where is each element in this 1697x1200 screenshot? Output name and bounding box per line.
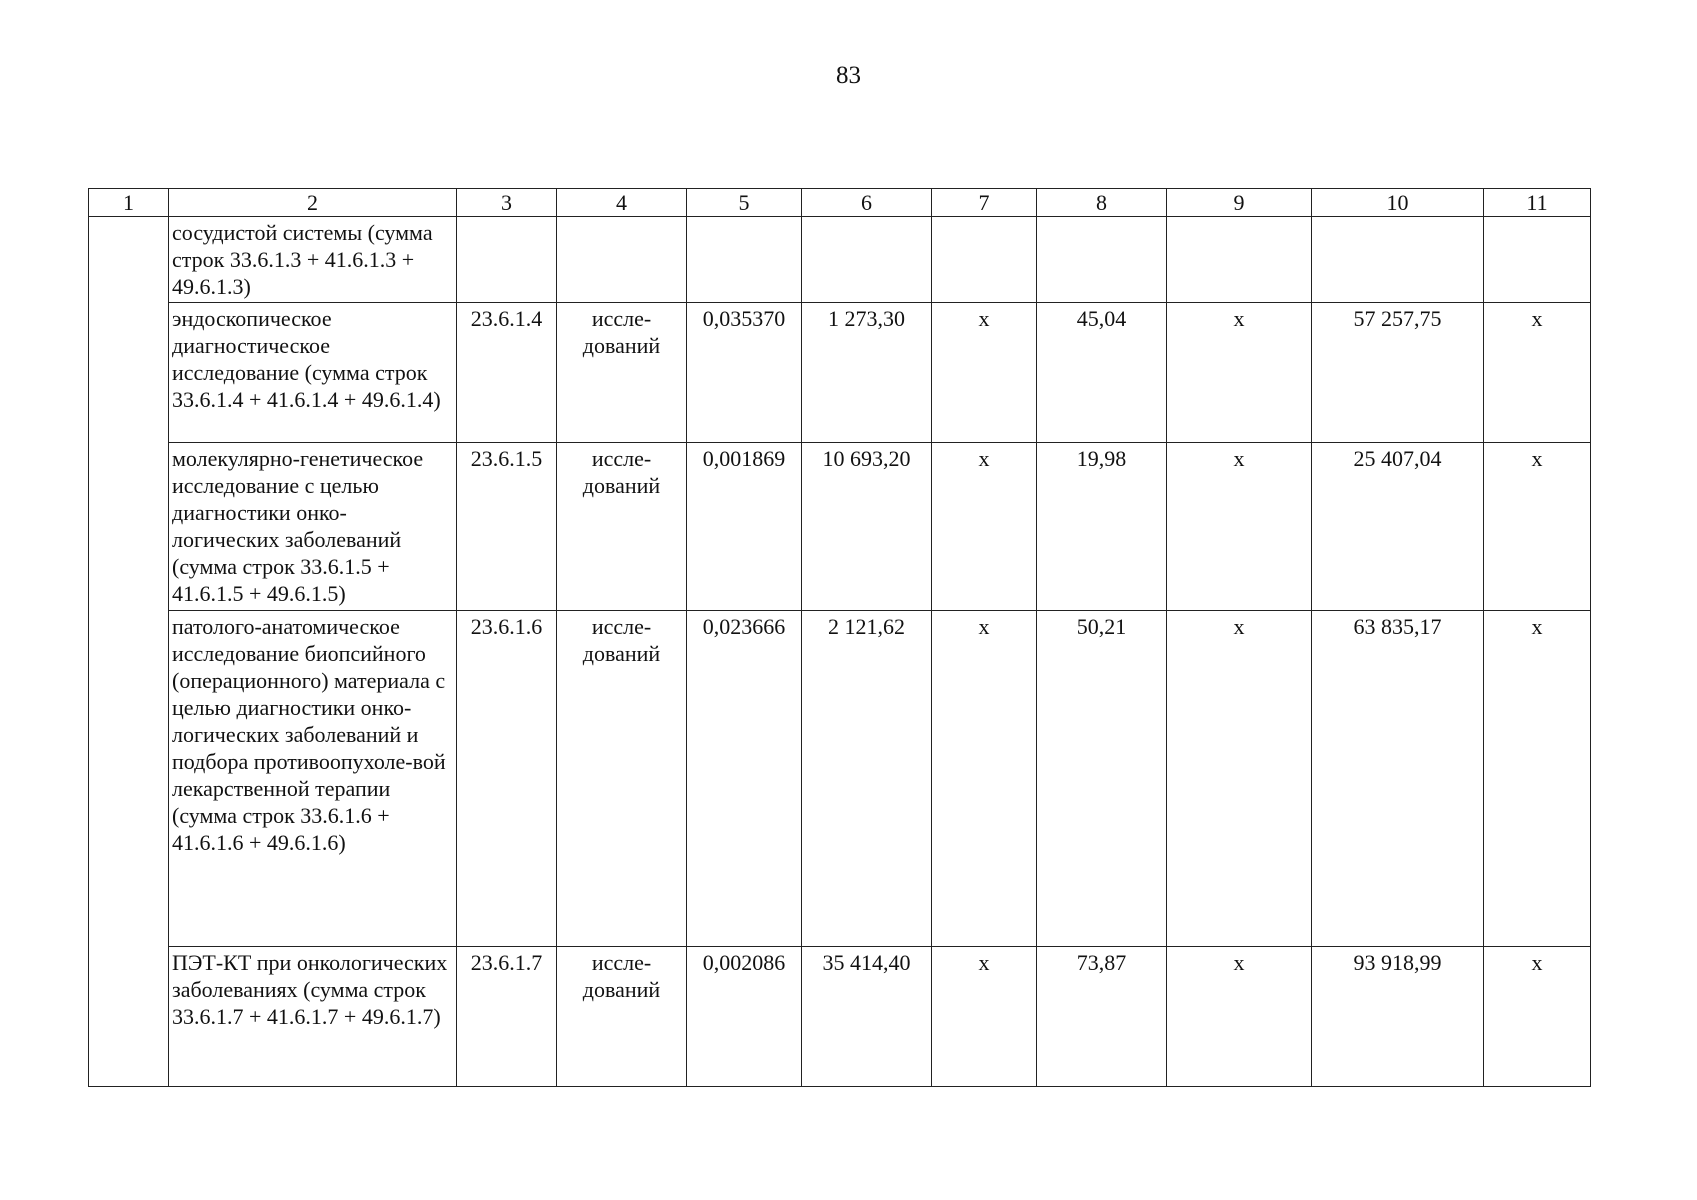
- row-description: молекулярно-генетическое исследование с целью диагностики онко-логических заболеваний (сумма строк 33.6.1.5 + 41.6.1.5 + 49.6.1.5): [169, 443, 457, 611]
- cell-col7: х: [932, 947, 1037, 1087]
- cell-col8: 73,87: [1037, 947, 1167, 1087]
- table-row: [89, 947, 1591, 1087]
- cell-col8: 45,04: [1037, 303, 1167, 443]
- data-table: [88, 188, 1591, 1087]
- cell-col11: х: [1484, 611, 1591, 947]
- cell-col11: х: [1484, 443, 1591, 611]
- cell-col9: х: [1167, 947, 1312, 1087]
- cell-col6: 35 414,40: [802, 947, 932, 1087]
- header-cell: 6: [802, 189, 932, 217]
- cell-col7: х: [932, 303, 1037, 443]
- cell-col6: 1 273,30: [802, 303, 932, 443]
- header-cell: 8: [1037, 189, 1167, 217]
- row-code: 23.6.1.6: [457, 611, 557, 947]
- cell-col9: х: [1167, 611, 1312, 947]
- header-cell: 5: [687, 189, 802, 217]
- cell-col5: 0,001869: [687, 443, 802, 611]
- empty-cell: [1312, 217, 1484, 303]
- row-unit: иссле-дований: [557, 443, 687, 611]
- cell-col5: 0,023666: [687, 611, 802, 947]
- empty-cell: [687, 217, 802, 303]
- table-row-continuation: [89, 217, 1591, 303]
- table-row: [89, 303, 1591, 443]
- row-description: эндоскопическое диагностическое исследование (сумма строк 33.6.1.4 + 41.6.1.4 + 49.6.1.4): [169, 303, 457, 443]
- table-row: [89, 443, 1591, 611]
- cell-col10: 93 918,99: [1312, 947, 1484, 1087]
- header-cell: 11: [1484, 189, 1591, 217]
- cell-col5: 0,035370: [687, 303, 802, 443]
- header-cell: 3: [457, 189, 557, 217]
- row-unit: иссле-дований: [557, 303, 687, 443]
- empty-cell: [557, 217, 687, 303]
- cell-col11: х: [1484, 303, 1591, 443]
- cell-col8: 50,21: [1037, 611, 1167, 947]
- row-code: 23.6.1.5: [457, 443, 557, 611]
- header-row: [89, 189, 1591, 217]
- row-unit: иссле-дований: [557, 611, 687, 947]
- cell-col8: 19,98: [1037, 443, 1167, 611]
- empty-cell: [1484, 217, 1591, 303]
- header-cell: 7: [932, 189, 1037, 217]
- cell-col7: х: [932, 611, 1037, 947]
- header-cell: 4: [557, 189, 687, 217]
- header-cell: 1: [89, 189, 169, 217]
- header-cell: 2: [169, 189, 457, 217]
- cell-col10: 25 407,04: [1312, 443, 1484, 611]
- cell-col10: 63 835,17: [1312, 611, 1484, 947]
- table-row: [89, 611, 1591, 947]
- empty-cell: [932, 217, 1037, 303]
- cell-col9: х: [1167, 443, 1312, 611]
- row-unit: иссле-дований: [557, 947, 687, 1087]
- header-cell: 9: [1167, 189, 1312, 217]
- row-description: сосудистой системы (сумма строк 33.6.1.3 + 41.6.1.3 + 49.6.1.3): [169, 217, 457, 303]
- row-description: ПЭТ-КТ при онкологических заболеваниях (сумма строк 33.6.1.7 + 41.6.1.7 + 49.6.1.7): [169, 947, 457, 1087]
- cell-col6: 2 121,62: [802, 611, 932, 947]
- cell-col6: 10 693,20: [802, 443, 932, 611]
- cell-col7: х: [932, 443, 1037, 611]
- page-number: 83: [836, 62, 861, 89]
- empty-cell: [457, 217, 557, 303]
- cell-col5: 0,002086: [687, 947, 802, 1087]
- section-number-cell: [89, 217, 169, 1087]
- empty-cell: [802, 217, 932, 303]
- header-cell: 10: [1312, 189, 1484, 217]
- row-description: патолого-анатомическое исследование биопсийного (операционного) материала с целью диагностики онко-логических заболеваний и подбора противоопухоле-вой лекарственной терапии (сумма строк 33.6.1.6 + 41.6.1.6 + 49.6.1.6): [169, 611, 457, 947]
- cell-col11: х: [1484, 947, 1591, 1087]
- empty-cell: [1037, 217, 1167, 303]
- empty-cell: [1167, 217, 1312, 303]
- row-code: 23.6.1.4: [457, 303, 557, 443]
- cell-col9: х: [1167, 303, 1312, 443]
- row-code: 23.6.1.7: [457, 947, 557, 1087]
- cell-col10: 57 257,75: [1312, 303, 1484, 443]
